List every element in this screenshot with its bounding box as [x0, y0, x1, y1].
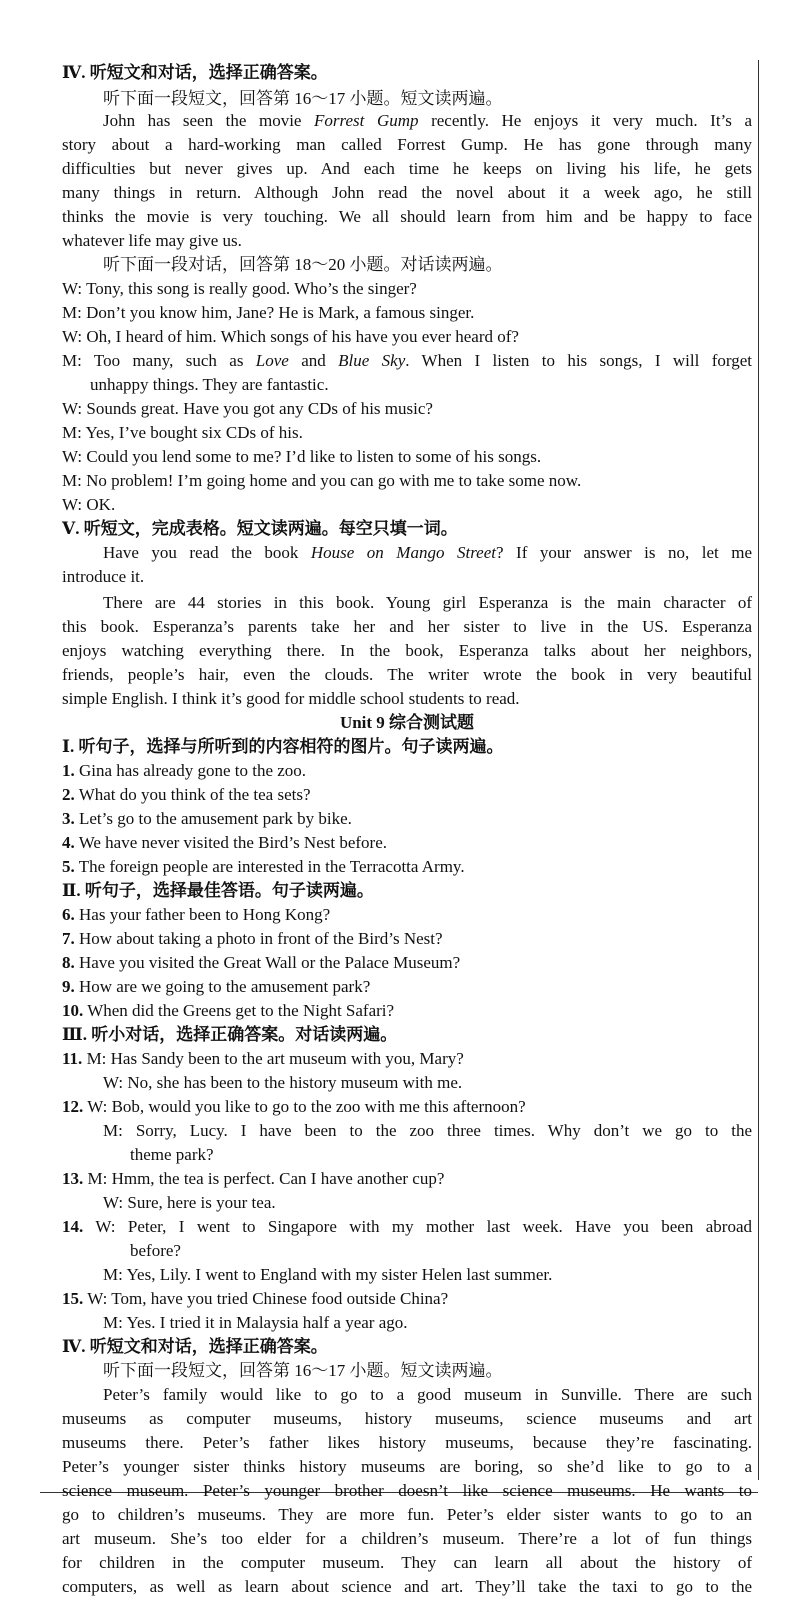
passage-line: Have you read the book House on Mango Street? If your answer is no, let me [103, 543, 753, 562]
passage-line: go to children’s museums. They are more fun. Peter’s elder sister wants to go to an [62, 1505, 752, 1524]
list-item: 9. How are we going to the amusement park? [62, 977, 371, 996]
dialogue-line: W: Sure, here is your tea. [103, 1193, 276, 1212]
passage-line: whatever life may give us. [62, 231, 242, 250]
passage-line: many things in return. Although John read the novel about it a week ago, he still [62, 183, 752, 202]
section-heading: Ⅱ. 听句子，选择最佳答语。句子读两遍。 [62, 881, 374, 900]
dialogue-line: M: Sorry, Lucy. I have been to the zoo three times. Why don’t we go to the [103, 1121, 752, 1140]
list-item: 3. Let’s go to the amusement park by bike. [62, 809, 352, 828]
list-item: 8. Have you visited the Great Wall or the Palace Museum? [62, 953, 461, 972]
passage-line: John has seen the movie Forrest Gump recently. He enjoys it very much. It’s a [103, 111, 752, 130]
passage-line: thinks the movie is very touching. We all should learn from him and be happy to face [62, 207, 752, 226]
dialogue-line: W: Could you lend some to me? I’d like to listen to some of his songs. [62, 447, 542, 466]
unit-title: Unit 9 综合测试题 [339, 713, 475, 732]
section-heading: Ⅳ. 听短文和对话，选择正确答案。 [62, 63, 328, 82]
dialogue-item: 13. M: Hmm, the tea is perfect. Can I have another cup? [62, 1169, 445, 1188]
dialogue-line: W: Sounds great. Have you got any CDs of his music? [62, 399, 433, 418]
dialogue-line: M: Yes, I’ve bought six CDs of his. [62, 423, 303, 442]
page-border-right [758, 60, 759, 1480]
passage-line: simple English. I think it’s good for middle school students to read. [62, 689, 520, 708]
dialogue-line: W: Oh, I heard of him. Which songs of his have you ever heard of? [62, 327, 519, 346]
list-item: 4. We have never visited the Bird’s Nest before. [62, 833, 388, 852]
list-item: 7. How about taking a photo in front of the Bird’s Nest? [62, 929, 443, 948]
passage-line: computers, as well as learn about science and art. They’ll take the taxi to go to the [62, 1577, 752, 1596]
section-heading: Ⅳ. 听短文和对话，选择正确答案。 [62, 1337, 328, 1356]
passage-line: this book. Esperanza’s parents take her and her sister to live in the US. Esperanza [62, 617, 752, 636]
passage-line: science museum. Peter’s younger brother doesn’t like science museums. He wants to [62, 1481, 752, 1500]
section-heading: Ⅰ. 听句子，选择与所听到的内容相符的图片。句子读两遍。 [62, 737, 504, 756]
dialogue-item: 11. M: Has Sandy been to the art museum with you, Mary? [62, 1049, 464, 1068]
dialogue-line: unhappy things. They are fantastic. [90, 375, 329, 394]
dialogue-line: M: No problem! I’m going home and you can go with me to take some now. [62, 471, 582, 490]
passage-line: for children in the computer museum. They can learn all about the history of [62, 1553, 752, 1572]
passage-line: story about a hard-working man called Forrest Gump. He has gone through many [62, 135, 752, 154]
dialogue-line: M: Too many, such as Love and Blue Sky. When I listen to his songs, I will forget [62, 351, 753, 370]
dialogue-item: 12. W: Bob, would you like to go to the zoo with me this afternoon? [62, 1097, 526, 1116]
passage-line: difficulties but never gives up. And each time he keeps on living his life, he gets [62, 159, 752, 178]
dialogue-line: M: Yes. I tried it in Malaysia half a year ago. [103, 1313, 408, 1332]
dialogue-item: 15. W: Tom, have you tried Chinese food outside China? [62, 1289, 449, 1308]
passage-line: Peter’s younger sister thinks history museums are boring, so she’d like to go to a [62, 1457, 752, 1476]
dialogue-line: W: No, she has been to the history museum with me. [103, 1073, 463, 1092]
list-item: 10. When did the Greens get to the Night Safari? [62, 1001, 395, 1020]
passage-line: friends, people’s hair, even the clouds. The writer wrote the book in very beautiful [62, 665, 752, 684]
passage-line: art museum. She’s too elder for a children’s museum. There’re a lot of fun things [62, 1529, 752, 1548]
dialogue-item: 14. W: Peter, I went to Singapore with my mother last week. Have you been abroad [62, 1217, 753, 1236]
passage-line: Peter’s family would like to go to a good museum in Sunville. There are such [103, 1385, 752, 1404]
passage-line: museums as computer museums, history museums, science museums and art [62, 1409, 752, 1428]
section-heading: Ⅲ. 听小对话，选择正确答案。对话读两遍。 [62, 1025, 398, 1044]
instruction: 听下面一段短文，回答第 16～17 小题。短文读两遍。 [103, 1361, 503, 1380]
instruction: 听下面一段短文，回答第 16～17 小题。短文读两遍。 [103, 89, 503, 108]
dialogue-line: W: Tony, this song is really good. Who’s the singer? [62, 279, 417, 298]
list-item: 6. Has your father been to Hong Kong? [62, 905, 331, 924]
instruction: 听下面一段对话，回答第 18～20 小题。对话读两遍。 [103, 255, 503, 274]
song-title: Love [255, 351, 289, 370]
dialogue-line: W: OK. [62, 495, 116, 514]
dialogue-line: M: Yes, Lily. I went to England with my sister Helen last summer. [103, 1265, 553, 1284]
dialogue-line: theme park? [130, 1145, 214, 1164]
list-item: 1. Gina has already gone to the zoo. [62, 761, 307, 780]
list-item: 5. The foreign people are interested in the Terracotta Army. [62, 857, 465, 876]
passage-line: introduce it. [62, 567, 145, 586]
movie-title: Forrest Gump [314, 111, 419, 130]
list-item: 2. What do you think of the tea sets? [62, 785, 311, 804]
book-title: House on Mango Street [310, 543, 496, 562]
dialogue-line: M: Don’t you know him, Jane? He is Mark, a famous singer. [62, 303, 475, 322]
passage-line: There are 44 stories in this book. Young girl Esperanza is the main character of [103, 593, 752, 612]
section-heading: Ⅴ. 听短文，完成表格。短文读两遍。每空只填一词。 [62, 519, 458, 538]
passage-line: enjoys watching everything there. In the book, Esperanza talks about her neighbors, [62, 641, 752, 660]
song-title: Blue Sky [338, 351, 406, 370]
passage-line: museums there. Peter’s father likes history museums, because they’re fascinating. [62, 1433, 752, 1452]
dialogue-line: before? [130, 1241, 181, 1260]
